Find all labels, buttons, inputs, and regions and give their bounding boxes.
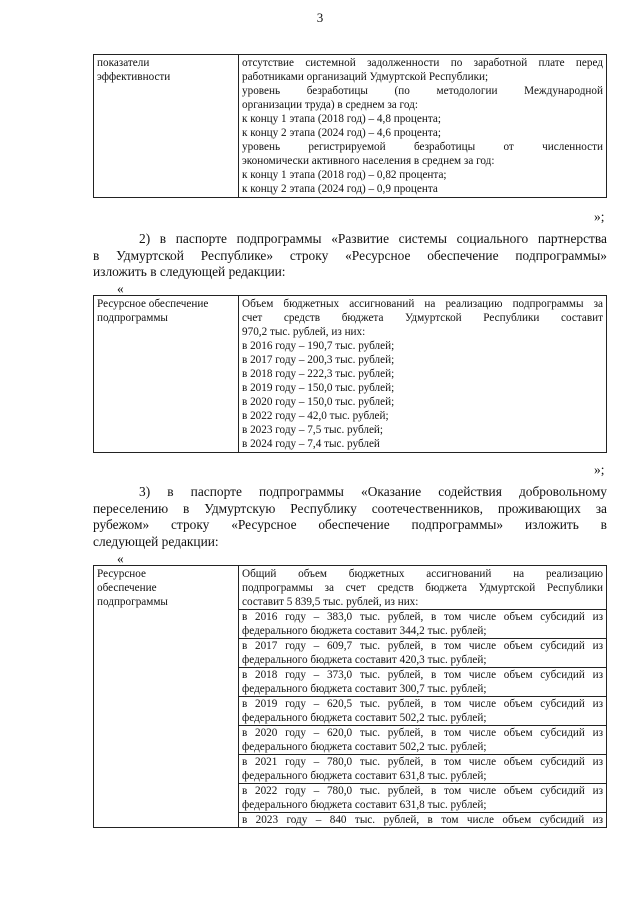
closing-quote-1: »; — [594, 209, 605, 224]
cell-text-line: в 2016 году – 190,7 тыс. рублей; — [242, 340, 395, 352]
cell-text-line: к концу 2 этапа (2024 год) – 4,6 процента; — [242, 127, 441, 139]
cell-text-line: в 2021 году – 780,0 тыс. рублей, в том числе объем субсидий из — [239, 754, 606, 769]
indicators-label-cell — [94, 55, 239, 198]
cell-text-line: к концу 1 этапа (2018 год) – 0,82 процента; — [242, 169, 447, 181]
resource-table-2 — [93, 295, 607, 453]
cell-label-line: обеспечение — [97, 582, 157, 594]
cell-text-line: подпрограммы за счет средств бюджета Удмуртской Республики — [242, 582, 603, 594]
cell-text-line: федерального бюджета составит 631,8 тыс. рублей; — [242, 770, 487, 782]
resource-value-cell — [239, 566, 607, 828]
cell-text-line: федерального бюджета составит 344,2 тыс. рублей; — [242, 625, 487, 637]
cell-label-line: показатели — [97, 57, 150, 69]
resource-table-3 — [93, 565, 607, 828]
cell-label-line: подпрограммы — [97, 312, 168, 324]
paragraph-2 — [93, 231, 607, 281]
paragraph-line: изложить в следующей редакции: — [93, 264, 286, 279]
indicators-value-cell — [239, 55, 607, 198]
paragraph-3 — [93, 484, 607, 550]
cell-text-line: в 2023 году – 840 тыс. рублей, в том числе объем субсидий из — [239, 812, 606, 827]
page-number: 3 — [316, 10, 324, 25]
cell-label-line: эффективности — [97, 71, 171, 83]
cell-text-line: Общий объем бюджетных ассигнований на реализацию — [242, 568, 603, 580]
closing-quote-2: »; — [594, 462, 605, 477]
resource-label-cell — [94, 566, 239, 828]
cell-text-line: уровень безработицы (по методологии Международной — [242, 85, 603, 97]
paragraph-line: 2) в паспорте подпрограммы «Развитие системы социального партнерства — [139, 231, 607, 246]
cell-text-line: отсутствие системной задолженности по заработной плате перед — [242, 57, 603, 69]
cell-label-line: Ресурсное — [97, 568, 146, 580]
cell-text-line: в 2020 году – 150,0 тыс. рублей; — [242, 396, 395, 408]
paragraph-line: следующей редакции: — [93, 533, 219, 549]
cell-text-line: в 2024 году – 7,4 тыс. рублей — [242, 438, 380, 450]
paragraph-line: рубежом» строку «Ресурсное обеспечение подпрограммы» изложить в — [93, 517, 607, 532]
cell-text-line: к концу 2 этапа (2024 год) – 0,9 процента — [242, 183, 438, 195]
cell-label-line: подпрограммы — [97, 596, 168, 608]
cell-text-line: в 2018 году – 222,3 тыс. рублей; — [242, 368, 395, 380]
opening-quote-2: « — [117, 281, 124, 296]
cell-text-line: 970,2 тыс. рублей, из них: — [242, 326, 366, 338]
cell-text-line: организации труда) в среднем за год: — [242, 99, 418, 111]
cell-text-line: в 2022 году – 42,0 тыс. рублей; — [242, 410, 389, 422]
cell-label-line: Ресурсное обеспечение — [97, 298, 209, 310]
opening-quote-3: « — [117, 551, 124, 566]
cell-text-line: составит 5 839,5 тыс. рублей, из них: — [242, 596, 419, 608]
cell-text-line: в 2023 году – 7,5 тыс. рублей; — [242, 424, 384, 436]
cell-text-line: федерального бюджета составит 631,8 тыс. рублей; — [242, 799, 487, 811]
cell-text-line: в 2020 году – 620,0 тыс. рублей, в том числе объем субсидий из — [239, 725, 606, 740]
cell-text-line: в 2017 году – 609,7 тыс. рублей, в том числе объем субсидий из — [239, 638, 606, 653]
cell-text-line: в 2017 году – 200,3 тыс. рублей; — [242, 354, 395, 366]
cell-text-line: счет средств бюджета Удмуртской Республики составит — [242, 312, 603, 324]
cell-text-line: Объем бюджетных ассигнований на реализацию подпрограммы за — [242, 298, 603, 310]
paragraph-line: переселению в Удмуртскую Республику соотечественников, проживающих за — [93, 500, 607, 516]
cell-text-line: в 2019 году – 150,0 тыс. рублей; — [242, 382, 395, 394]
cell-text-line: федерального бюджета составит 502,2 тыс. рублей; — [242, 712, 487, 724]
resource-value-cell — [239, 296, 607, 453]
cell-text-line: уровень регистрируемой безработицы от численности — [242, 141, 603, 153]
cell-text-line: в 2016 году – 383,0 тыс. рублей, в том числе объем субсидий из — [239, 609, 606, 624]
cell-text-line: федерального бюджета составит 502,2 тыс. рублей; — [242, 741, 487, 753]
paragraph-line: в Удмуртской Республике» строку «Ресурсное обеспечение подпрограммы» — [93, 247, 607, 263]
cell-text-line: экономически активного населения в среднем за год: — [242, 155, 495, 167]
cell-text-line: в 2018 году – 373,0 тыс. рублей, в том числе объем субсидий из — [239, 667, 606, 682]
cell-text-line: в 2019 году – 620,5 тыс. рублей, в том числе объем субсидий из — [239, 696, 606, 711]
paragraph-line: 3) в паспорте подпрограммы «Оказание содействия добровольному — [139, 484, 607, 499]
cell-text-line: работниками организаций Удмуртской Республики; — [242, 71, 489, 83]
cell-text-line: федерального бюджета составит 300,7 тыс. рублей; — [242, 683, 487, 695]
cell-text-line: в 2022 году – 780,0 тыс. рублей, в том числе объем субсидий из — [239, 783, 606, 798]
indicators-table — [93, 54, 607, 198]
resource-label-cell — [94, 296, 239, 453]
cell-text-line: федерального бюджета составит 420,3 тыс. рублей; — [242, 654, 487, 666]
cell-text-line: к концу 1 этапа (2018 год) – 4,8 процента; — [242, 113, 441, 125]
